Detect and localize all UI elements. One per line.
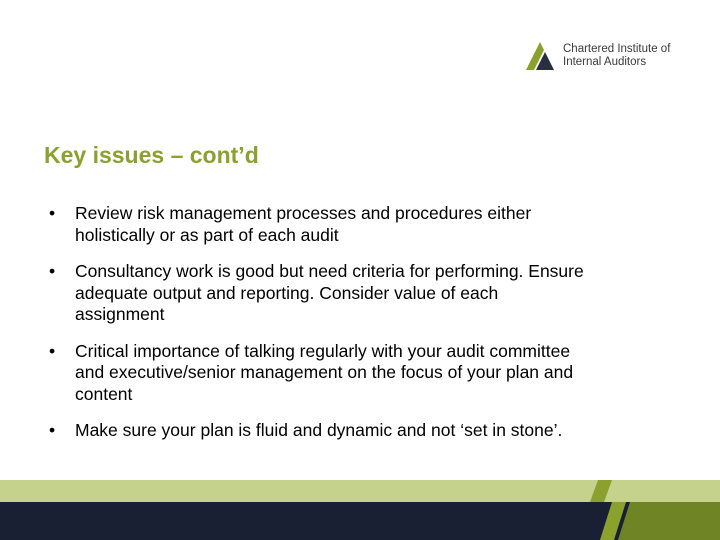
slide-title: Key issues – cont’d [44, 142, 259, 168]
footer-accent-block [618, 502, 720, 540]
bullet-item [47, 420, 687, 442]
bullet-icon: • [49, 261, 56, 281]
footer-light-stripe [0, 480, 720, 502]
bullet-line: Review risk management processes and procedures either [75, 203, 532, 223]
bullet-line: content [75, 383, 133, 404]
bullet-line: holistically or as part of each audit [75, 224, 339, 245]
bullet-line: Consultancy work is good but need criteria for performing. Ensure [75, 261, 584, 281]
bullet-icon: • [49, 340, 56, 361]
bullet-item [47, 341, 687, 406]
bullet-icon: • [49, 420, 56, 440]
bullet-line: assignment [75, 304, 165, 324]
bullet-line: Critical importance of talking regularly with your audit committee [75, 340, 571, 361]
footer-band [0, 480, 720, 540]
logo-line-2: Internal Auditors [563, 56, 647, 68]
bullet-line: Make sure your plan is fluid and dynamic and not ‘set in stone’. [75, 420, 563, 440]
bullet-item [47, 261, 687, 326]
bullet-line: adequate output and reporting. Consider value of each [75, 282, 499, 303]
bullet-list [47, 203, 687, 457]
logo-line-1: Chartered Institute of [563, 43, 671, 55]
bullet-line: and executive/senior management on the focus of your plan and [75, 362, 574, 382]
logo-triangle-icon [522, 38, 558, 74]
bullet-item [47, 203, 687, 246]
ciia-logo [522, 38, 692, 74]
logo-text [563, 43, 670, 69]
bullet-icon: • [49, 203, 56, 223]
